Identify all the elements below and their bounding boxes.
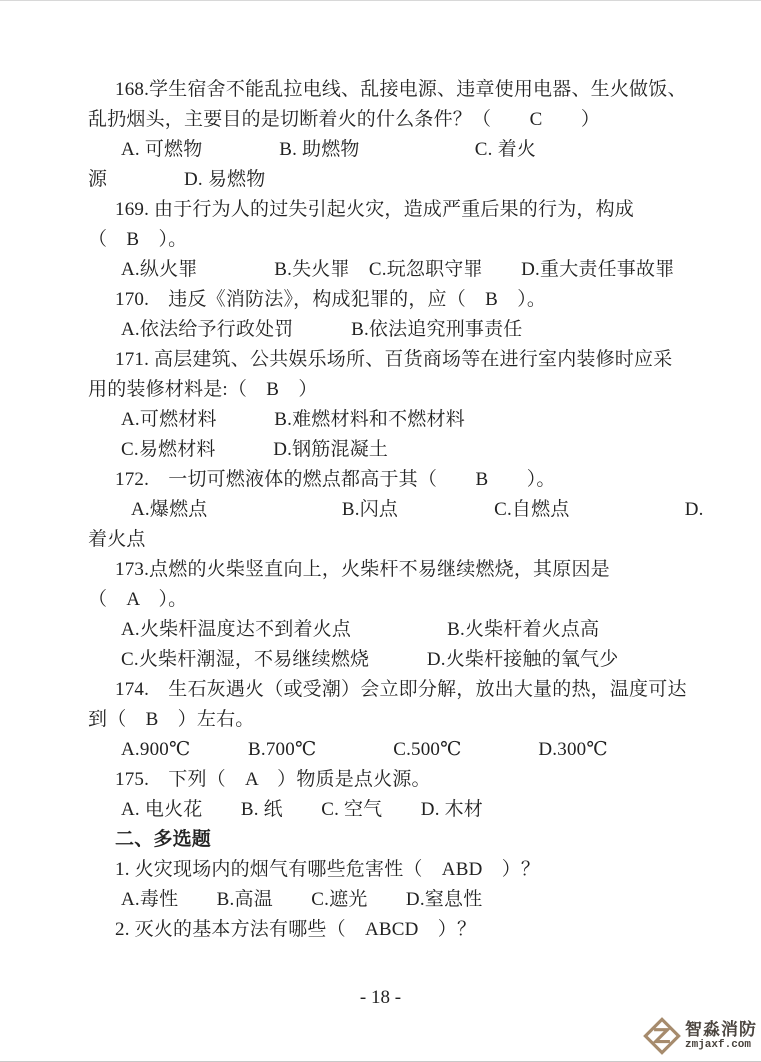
text-line: 174. 生石灰遇火（或受潮）会立即分解，放出大量的热，温度可达 (115, 679, 687, 700)
text-line: A.依法给予行政处罚 B.依法追究刑事责任 (121, 319, 523, 340)
text-line: 乱扔烟头，主要目的是切断着火的什么条件？（ C ） (88, 109, 601, 130)
text-line: 到（ B ）左右。 (88, 709, 255, 730)
text-line: 169. 由于行为人的过失引起火灾，造成严重后果的行为，构成 (115, 199, 635, 220)
text-line: A.爆燃点 B.闪点 C.自燃点 D. (131, 499, 704, 520)
text-line: 173.点燃的火柴竖直向上，火柴杆不易继续燃烧，其原因是 (115, 559, 610, 580)
text-line: （ A ）。 (88, 589, 188, 610)
text-line: A.可燃材料 B.难燃材料和不燃材料 (121, 409, 465, 430)
text-line: 171. 高层建筑、公共娱乐场所、百货商场等在进行室内装修时应采 (115, 349, 673, 370)
text-line: A. 可燃物 B. 助燃物 C. 着火 (121, 139, 536, 160)
brand-watermark (643, 1017, 757, 1055)
text-line: 168.学生宿舍不能乱拉电线、乱接电源、违章使用电器、生火做饭、 (115, 79, 687, 100)
text-line: （ B ）。 (88, 229, 188, 250)
brand-text-block (685, 1021, 757, 1051)
text-line: 175. 下列（ A ）物质是点火源。 (115, 769, 431, 790)
document-body (88, 75, 704, 945)
brand-name: 智淼消防 (685, 1020, 757, 1039)
section-heading: 二、多选题 (115, 829, 212, 850)
text-line: C.火柴杆潮湿，不易继续燃烧 D.火柴杆接触的氧气少 (121, 649, 619, 670)
text-line: 着火点 (88, 529, 146, 550)
text-line: 170. 违反《消防法》，构成犯罪的，应（ B ）。 (115, 289, 547, 310)
text-line: 172. 一切可燃液体的燃点都高于其（ B ）。 (115, 469, 556, 490)
text-line: 源 D. 易燃物 (88, 169, 266, 190)
text-line: 用的装修材料是:（ B ） (88, 379, 318, 400)
brand-logo-icon (643, 1017, 681, 1055)
text-line: C.易燃材料 D.钢筋混凝土 (121, 439, 389, 460)
text-line: A.火柴杆温度达不到着火点 B.火柴杆着火点高 (121, 619, 600, 640)
text-line: A. 电火花 B. 纸 C. 空气 D. 木材 (121, 799, 483, 820)
text-line: 1. 火灾现场内的烟气有哪些危害性（ ABD ）？ (115, 859, 541, 880)
text-line: A.纵火罪 B.失火罪 C.玩忽职守罪 D.重大责任事故罪 (121, 259, 675, 280)
brand-domain: zmjaxf.com (685, 1039, 752, 1051)
page-number: - 18 - (359, 987, 402, 1008)
text-line: 2. 灭火的基本方法有哪些（ ABCD ）？ (115, 919, 477, 940)
text-line: A.900℃ B.700℃ C.500℃ D.300℃ (121, 739, 608, 760)
text-line: A.毒性 B.高温 C.遮光 D.窒息性 (121, 889, 483, 910)
